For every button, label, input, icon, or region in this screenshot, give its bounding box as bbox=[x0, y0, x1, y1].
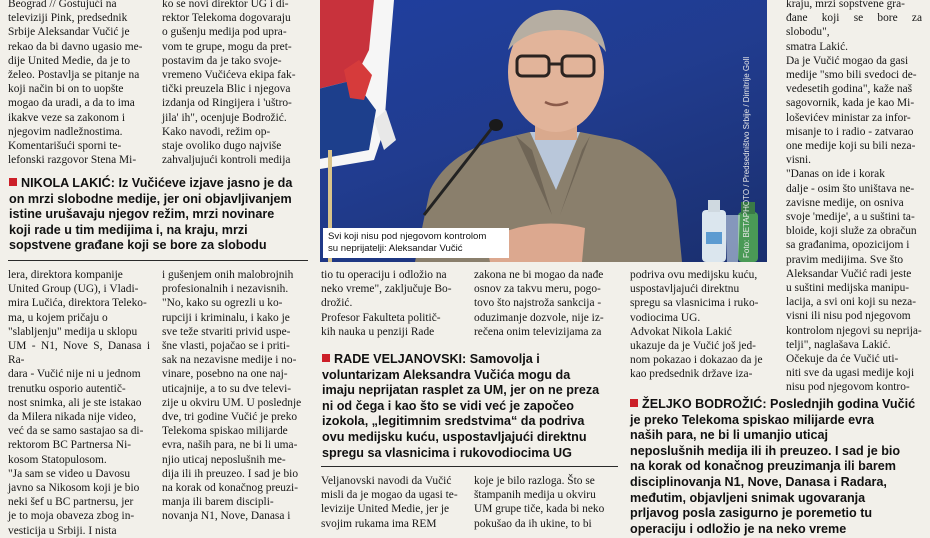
article-line: vinare, posebno na one naj- bbox=[162, 368, 288, 381]
article-line: štampanih medija u okviru bbox=[474, 489, 596, 502]
article-line: Da je Vučić mogao da gasi bbox=[786, 54, 909, 67]
article-line: dija ili ih preuzeo. I sad je bio bbox=[162, 467, 299, 480]
red-square-bullet bbox=[630, 399, 638, 407]
article-line: Kako navodi, režim op- bbox=[162, 125, 271, 138]
caption-line-1: Svi koji nisu pod njegovom kontrolom bbox=[328, 231, 487, 242]
pullquote-veljanovski bbox=[322, 352, 618, 461]
overflow-line: lefonski razgovor Stena Mi- bbox=[8, 154, 137, 166]
article-line: "Ja sam se video u Davosu bbox=[8, 467, 131, 480]
article-line: njio uticaj neposlušnih me- bbox=[162, 453, 286, 466]
article-line: njegovim nadležnostima. bbox=[8, 125, 123, 138]
article-line: visni ili nisu pod njegovom bbox=[786, 310, 911, 323]
article-line: tovo što najstroža sankcija - bbox=[474, 297, 602, 310]
pullquote-line: ni od čega i kao što se vidi već je započeo bbox=[322, 398, 574, 413]
article-line: uticajnije, a to su dve televi- bbox=[162, 382, 292, 395]
article-column-bottom-3-bottom bbox=[321, 474, 464, 531]
article-overflow-line bbox=[8, 153, 150, 167]
article-line: Aleksandar Vučić radi jeste bbox=[786, 267, 912, 280]
pullquote-name: RADE VELJANOVSKI: bbox=[334, 352, 467, 366]
article-line: Očekuje da će Vučić uti- bbox=[786, 353, 899, 366]
article-column-bottom-5 bbox=[630, 268, 772, 382]
article-line: evra, naših para, ne bi li uma- bbox=[162, 439, 298, 452]
article-line: "Danas on ide i korak bbox=[786, 168, 885, 181]
article-line: podriva ovu medijsku kuću, bbox=[630, 269, 758, 281]
article-line: osnov za takvu meru, pogo- bbox=[474, 283, 601, 296]
article-line: dve, tri godine Vučić je preko bbox=[162, 411, 298, 424]
article-line: lera, direktora kompanije bbox=[8, 269, 123, 281]
article-line: telji", naglašava Lakić. bbox=[786, 338, 891, 351]
pullquote-line: Iz Vučićeve izjave jasno je da bbox=[118, 176, 293, 190]
article-line: Veljanovski navodi da Vučić bbox=[321, 475, 452, 487]
article-line: tički preuzela Blic i njegova bbox=[162, 83, 291, 96]
article-line: vedesetih godina", kaže naš bbox=[786, 83, 913, 96]
article-line: spregu sa vlasnicima i ruko- bbox=[630, 297, 759, 310]
article-line: svoje 'medije', a u suštini ta- bbox=[786, 211, 915, 224]
article-photo bbox=[320, 0, 767, 262]
photo-illustration bbox=[320, 0, 767, 262]
article-line: drožić. bbox=[321, 297, 353, 310]
article-line: Srbije Aleksandar Vučić je bbox=[8, 26, 130, 39]
article-line: Telekoma spiskao milijarde bbox=[162, 425, 288, 438]
article-line: televiziji Pink, predsednik bbox=[8, 12, 128, 25]
article-line: nom pokazao i dokazao da je bbox=[630, 354, 763, 367]
pullquote-lakic bbox=[9, 176, 305, 254]
article-line: dije United Medie, da je to bbox=[8, 54, 131, 67]
article-line: kontrolom njegovi su neprija- bbox=[786, 324, 922, 337]
article-line: dara - Vučić nije ni u jednom bbox=[8, 368, 141, 381]
section-divider bbox=[8, 260, 308, 261]
article-column-top-left bbox=[8, 0, 150, 153]
pullquote-line: naših para, ne bi li umanjio uticaj bbox=[630, 428, 829, 443]
article-line: staje ovoliko dugo najviše bbox=[162, 140, 282, 153]
pullquote-line: operaciju i odložio je na neko vreme bbox=[630, 521, 847, 536]
article-line: i gušenjem onih malobrojnih bbox=[162, 269, 294, 281]
article-line: ikakve veze sa zakonom i bbox=[8, 111, 126, 124]
article-line: sve teže stvariti privid uspe- bbox=[162, 325, 291, 338]
article-line: javno sa Nikosom koji je bio bbox=[8, 482, 140, 495]
pullquote-line: disciplinovanja N1, Nove, Danasa i Radara, bbox=[630, 474, 887, 489]
article-line: mogao da uradi, a da to ima bbox=[8, 97, 135, 110]
red-square-bullet bbox=[9, 178, 17, 186]
article-line: pokušao da ih ukine, to bi bbox=[474, 517, 592, 530]
article-line: novanja N1, Nove, Danasa i bbox=[162, 510, 291, 523]
article-column-bottom-4-top bbox=[474, 268, 617, 339]
article-line: levizije United Medie, jer je bbox=[321, 503, 450, 516]
article-line: profesionalnih i nezavisnih. bbox=[162, 283, 289, 296]
article-line: na korak od konačnog preuzi- bbox=[162, 482, 299, 495]
article-line: Beograd // Gostujući na bbox=[8, 0, 117, 10]
pullquote-line: prljavog posla zasigurno je poremetio tu bbox=[630, 506, 873, 521]
article-line: kih nauka u penziji Rade bbox=[321, 325, 435, 338]
article-line: želeo. Postavlja se pitanje na bbox=[8, 69, 140, 82]
article-line: oduzimanje dozvole, nije iz- bbox=[474, 311, 604, 324]
article-line: neko vreme", zaključuje Bo- bbox=[321, 283, 452, 296]
article-line: koji način bi on to uopšte bbox=[8, 83, 124, 96]
article-line: vodiocima UG. bbox=[630, 311, 701, 324]
article-line: UM grupe tiče, kada bi neko bbox=[474, 503, 605, 516]
pullquote-line: Samovolja i bbox=[469, 352, 540, 366]
article-line: "No, kako su ogrezli u ko- bbox=[162, 297, 283, 310]
article-line: o gušenju medija pod upra- bbox=[162, 26, 287, 39]
article-column-bottom-3-top bbox=[321, 268, 464, 339]
article-line: šne vlasti, pojačao se i priti- bbox=[162, 340, 290, 353]
pullquote-line: Poslednjih godina Vučić bbox=[770, 397, 916, 411]
article-line: zahvaljujući kontroli medija bbox=[162, 154, 291, 167]
article-line: misli da je mogao da ugasi te- bbox=[321, 489, 458, 502]
article-line: vom te grupe, mogu da pret- bbox=[162, 40, 292, 53]
article-line: "slabljenju" medija u sklopu bbox=[8, 325, 138, 338]
pullquote-line: voluntarizam Aleksandra Vučića mogu da bbox=[322, 367, 571, 382]
article-line: Advokat Nikola Lakić bbox=[630, 325, 732, 338]
article-line: medije "smo bili svedoci de- bbox=[786, 69, 917, 82]
article-line: pravim medijima. Sve što bbox=[786, 253, 904, 266]
article-line: jila' ih", ocenjuje Bodrožić. bbox=[162, 111, 287, 124]
article-line: vremeno Vučićeva ekipa fak- bbox=[162, 69, 296, 82]
pullquote-line: imaju neprijatan rasplet za UM, jer on ne preza bbox=[322, 383, 600, 398]
article-line: je to moja obaveza zbog in- bbox=[8, 510, 135, 523]
article-line: kraju, mrzi sopstvene gra- bbox=[786, 0, 905, 10]
caption-line-2: su neprijatelji: Aleksandar Vučić bbox=[328, 243, 463, 254]
article-line: sak na nezavisne medije i no- bbox=[162, 354, 297, 367]
pullquote-line: koji rade u tim medijima i, na kraju, mrzi bbox=[9, 222, 248, 237]
article-line: nost snimka, ali je ste istakao bbox=[8, 396, 142, 409]
pullquote-line: na korak od konačnog preuzimanja ili barem bbox=[630, 459, 896, 474]
article-line: Komentarišući sporni te- bbox=[8, 140, 122, 153]
article-line: u suštini medijska manipu- bbox=[786, 282, 910, 295]
article-line: rečena onim televizijama za bbox=[474, 325, 602, 338]
article-column-top-right bbox=[786, 0, 922, 395]
pullquote-name: ŽELJKO BODROŽIĆ: bbox=[642, 397, 767, 411]
article-line: Profesor Fakulteta politič- bbox=[321, 311, 441, 324]
article-line: svojim rukama ima REM bbox=[321, 517, 437, 530]
serbian-flag bbox=[320, 0, 396, 170]
article-line: visni. bbox=[786, 154, 812, 167]
pullquote-line: izokola, „legitimnim sredstvima“ da podriva bbox=[322, 414, 585, 429]
article-line: kao predsednik države iza- bbox=[630, 368, 753, 381]
article-line: misanje to i radio - zatvarao bbox=[786, 125, 914, 138]
article-line: da Milera nikada nije video, bbox=[8, 411, 137, 424]
article-line: United Group (UG), i Vladi- bbox=[8, 283, 139, 296]
article-line: đane koji se bore za slobodu", bbox=[786, 12, 922, 39]
pullquote-bodrozic bbox=[630, 397, 922, 537]
article-line: UM - N1, Nove S, Danasa i Ra- bbox=[8, 340, 150, 367]
pullquote-line: ovu medijsku kuću, uspostavljajući direktnu bbox=[322, 429, 587, 444]
article-column-bottom-2 bbox=[162, 268, 308, 524]
article-line: mira Lučića, direktora Teleko- bbox=[8, 297, 147, 310]
pullquote-line: spregu sa vlasnicima i rukovodiocima UG bbox=[322, 445, 572, 460]
article-line: ukazuje da je Vučić još jed- bbox=[630, 340, 756, 353]
article-line: kosom Statopulosom. bbox=[8, 453, 107, 466]
article-line: rektor Telekoma dogovaraju bbox=[162, 12, 291, 25]
article-line: već da se samo sastajao sa di- bbox=[8, 425, 144, 438]
article-line: one medije koji su bili nezа- bbox=[786, 140, 916, 153]
article-line: ma, u kojem pričaju o bbox=[8, 311, 108, 324]
article-line: vesticija u Srbiji. I nista bbox=[8, 524, 117, 537]
article-line: tio tu operaciju i odložio na bbox=[321, 269, 447, 281]
article-column-bottom-1 bbox=[8, 268, 150, 538]
article-line: zije u okviru UM. U poslednje bbox=[162, 396, 302, 409]
photo-caption bbox=[323, 228, 509, 258]
pullquote-line: je preko Telekoma spiskao milijarde evra bbox=[630, 412, 875, 427]
pullquote-line: on mrzi slobodne medije, jer oni objavljivanjem bbox=[9, 191, 292, 206]
pullquote-line: međutim, objavljeni snimak ugovaranja bbox=[630, 490, 866, 505]
article-line: sa građanima, opozicijom i bbox=[786, 239, 910, 252]
article-line: zavisne medije, on osniva bbox=[786, 196, 904, 209]
article-line: sagovornik, kada je kao Mi- bbox=[786, 97, 915, 110]
article-line: lacija, a svi oni koji su nezа- bbox=[786, 296, 917, 309]
article-line: uspostavljajući direktnu bbox=[630, 283, 740, 296]
pullquote-name: NIKOLA LAKIĆ: bbox=[21, 176, 115, 190]
red-square-bullet bbox=[322, 354, 330, 362]
article-line: rekao da bi davno ugasio me- bbox=[8, 40, 143, 53]
article-line: trenutku osporio autentič- bbox=[8, 382, 126, 395]
article-line: zakona ne bi mogao da nađe bbox=[474, 269, 604, 281]
article-line: bloide, koji služe za obračun bbox=[786, 225, 917, 238]
article-line: nisu pod njegovom kontro- bbox=[786, 381, 910, 394]
article-line: ko se novi direktor UG i di- bbox=[162, 0, 289, 10]
article-line: rektorom BC Partnersa Ni- bbox=[8, 439, 132, 452]
article-line: koje je bilo razloga. Što se bbox=[474, 475, 595, 487]
article-line: niti sve da ugasi medije koji bbox=[786, 367, 915, 380]
article-column-top-middle bbox=[162, 0, 308, 167]
article-line: neki šef u BC partnersu, jer bbox=[8, 496, 134, 509]
article-column-bottom-4-bottom bbox=[474, 474, 617, 531]
pullquote-line: istine urušavaju njegov režim, mrzi novinare bbox=[9, 207, 275, 222]
article-line: postavim da je tako svoje- bbox=[162, 54, 282, 67]
section-divider bbox=[321, 466, 618, 467]
article-line: loševićev ministar za infor- bbox=[786, 111, 911, 124]
photo-credit: Foto: BETAPHOTO / Predsedništvo Srbije / Dimitrije Goll bbox=[742, 56, 751, 258]
pullquote-line: sopstvene građane koji se bore za slobodu bbox=[9, 238, 267, 253]
article-line: manja ili barem discipli- bbox=[162, 496, 274, 509]
pullquote-line: neposlušnih medija ili ih preuzeo. I sad je bio bbox=[630, 443, 901, 458]
article-line: dalje - osim što uništava ne- bbox=[786, 182, 915, 195]
article-line: smatra Lakić. bbox=[786, 40, 848, 53]
article-line: rupciji i kriminalu, i kako je bbox=[162, 311, 290, 324]
article-line: izdanja od Ringijera i 'uštro- bbox=[162, 97, 292, 110]
